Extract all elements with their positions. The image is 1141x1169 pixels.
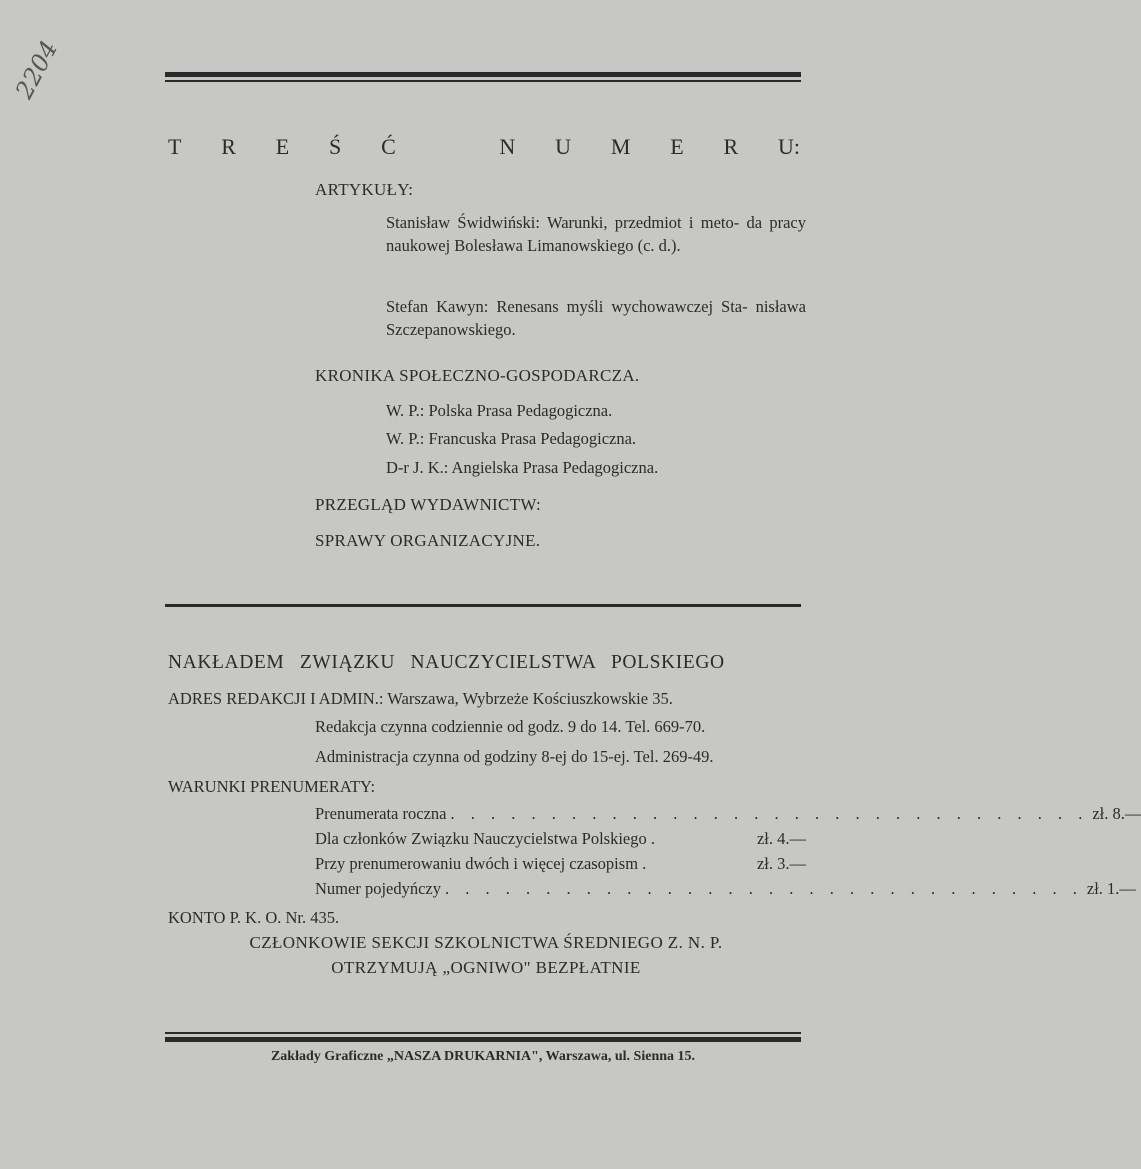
article-author: Stefan Kawyn: bbox=[386, 297, 489, 316]
heading-letter: U: bbox=[777, 134, 800, 159]
contents-heading bbox=[168, 134, 800, 160]
subscription-row-label: Dla członków Związku Nauczycielstwa Polskiego . bbox=[315, 829, 655, 848]
dot-leader: . . . . . . . . . . . . . . . . . . . . . . . . . . . . . . . . bbox=[450, 804, 1089, 823]
heading-letter: Ś bbox=[329, 134, 342, 159]
heading-letter: U bbox=[555, 134, 571, 159]
printer-line: Zakłady Graficzne „NASZA DRUKARNIA", Warszawa, ul. Sienna 15. bbox=[270, 1049, 696, 1064]
publisher-line: NAKŁADEM ZWIĄZKU NAUCZYCIELSTWA POLSKIEGO bbox=[168, 652, 725, 673]
top-rule-thick bbox=[165, 72, 801, 77]
article-title: Warunki, przedmiot i meto- da pracy naukowej Bolesława Limanowskiego (c. d.). bbox=[386, 213, 806, 255]
subscription-row bbox=[315, 804, 1141, 824]
subscription-row bbox=[315, 854, 806, 874]
dot-leader: . . . . . . . . . . . . . . . . . . . . . . . . . . . . . . . . bbox=[445, 879, 1083, 898]
subscription-row-price: zł. 4.— bbox=[756, 829, 806, 848]
top-rule-thin bbox=[165, 80, 801, 82]
chronicle-author: W. P.: bbox=[386, 429, 425, 448]
subscription-row-price: zł. 1.— bbox=[1086, 879, 1136, 898]
subscription-row bbox=[315, 829, 806, 849]
section-articles: ARTYKUŁY: bbox=[315, 180, 414, 199]
heading-letter: T bbox=[168, 134, 182, 159]
heading-letter: M bbox=[610, 134, 631, 159]
subscription-row bbox=[315, 879, 1136, 899]
dot-leader bbox=[655, 829, 753, 849]
subscription-label: WARUNKI PRENUMERATY: bbox=[168, 777, 376, 796]
bottom-rule-thin bbox=[165, 1032, 801, 1034]
address-value: Warszawa, Wybrzeże Kościuszkowskie 35. bbox=[387, 689, 673, 708]
bottom-rule-thick bbox=[165, 1037, 801, 1042]
article-author: Stanisław Świdwiński: bbox=[386, 213, 540, 232]
subscription-row-price: zł. 3.— bbox=[756, 854, 806, 873]
chronicle-author: W. P.: bbox=[386, 401, 425, 420]
account-number: KONTO P. K. O. Nr. 435. bbox=[168, 908, 340, 927]
article-entry bbox=[386, 211, 806, 257]
chronicle-entry bbox=[386, 399, 612, 422]
section-organizational: SPRAWY ORGANIZACYJNE. bbox=[315, 531, 541, 550]
chronicle-title: Francuska Prasa Pedagogiczna. bbox=[428, 429, 637, 448]
subscription-row-label: Numer pojedyńczy bbox=[315, 879, 441, 898]
chronicle-author: D-r J. K.: bbox=[386, 458, 449, 477]
members-notice-line1: CZŁONKOWIE SEKCJI SZKOLNICTWA ŚREDNIEGO Z. N. P. bbox=[249, 933, 723, 952]
heading-letter: R bbox=[221, 134, 236, 159]
handwritten-note: 2204 bbox=[10, 36, 64, 104]
chronicle-title: Polska Prasa Pedagogiczna. bbox=[428, 401, 613, 420]
members-notice-line2: OTRZYMUJĄ „OGNIWO" BEZPŁATNIE bbox=[331, 958, 641, 977]
section-review: PRZEGLĄD WYDAWNICTW: bbox=[315, 495, 542, 514]
subscription-row-label: Prenumerata roczna bbox=[315, 804, 447, 823]
section-chronicle: KRONIKA SPOŁECZNO-GOSPODARCZA. bbox=[315, 366, 640, 385]
address-label: ADRES REDAKCJI I ADMIN.: bbox=[168, 689, 384, 708]
article-title: Renesans myśli wychowawczej Sta- nisława Szczepanowskiego. bbox=[386, 297, 806, 339]
chronicle-title: Angielska Prasa Pedagogiczna. bbox=[451, 458, 659, 477]
subscription-row-price: zł. 8.— bbox=[1092, 804, 1141, 823]
heading-letter: E bbox=[275, 134, 290, 159]
heading-letter: N bbox=[499, 134, 516, 159]
heading-letter: R bbox=[723, 134, 739, 159]
middle-rule bbox=[165, 604, 801, 607]
subscription-row-label: Przy prenumerowaniu dwóch i więcej czasopism . bbox=[315, 854, 647, 873]
address-line bbox=[168, 687, 673, 710]
chronicle-entry bbox=[386, 456, 658, 479]
dot-leader bbox=[646, 854, 753, 874]
article-entry bbox=[386, 295, 806, 341]
heading-gap bbox=[436, 134, 460, 160]
chronicle-entry bbox=[386, 427, 636, 450]
heading-letter: Ć bbox=[381, 134, 396, 159]
admin-hours: Administracja czynna od godziny 8-ej do 15-ej. Tel. 269-49. bbox=[315, 747, 714, 766]
heading-letter: E bbox=[670, 134, 684, 159]
editorial-hours: Redakcja czynna codziennie od godz. 9 do 14. Tel. 669-70. bbox=[315, 717, 706, 736]
